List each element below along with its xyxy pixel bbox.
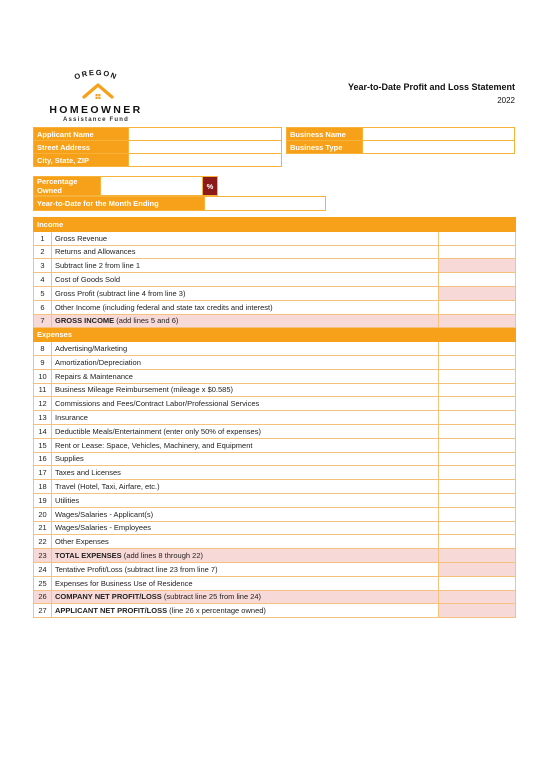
logo-subtitle: Assistance Fund: [62, 117, 129, 123]
line-amount-field[interactable]: [439, 438, 516, 452]
line-number: 23: [34, 549, 52, 563]
line-description: [52, 355, 439, 369]
table-row: [34, 411, 516, 425]
line-amount-field[interactable]: [439, 466, 516, 480]
line-amount-field[interactable]: [439, 576, 516, 590]
line-amount-field[interactable]: [439, 383, 516, 397]
line-description-text: Gross Revenue: [55, 233, 108, 243]
line-amount-field[interactable]: [439, 286, 516, 300]
line-description-text: Wages/Salaries - Applicant(s): [55, 509, 154, 519]
applicant-name-label: Applicant Name: [34, 128, 129, 141]
logo: [36, 66, 156, 128]
line-description-text: (line 26 x percentage owned): [167, 606, 266, 616]
line-description-text: Travel (Hotel, Taxi, Airfare, etc.): [55, 482, 160, 492]
profit-loss-table: [33, 217, 516, 618]
line-description-text: Taxes and Licenses: [55, 468, 121, 478]
line-description: [52, 314, 439, 328]
table-row: [34, 466, 516, 480]
line-description-text: Insurance: [55, 413, 88, 423]
line-description-text: Supplies: [55, 454, 84, 464]
section-income: Income: [34, 218, 516, 232]
table-row: [34, 493, 516, 507]
line-number: 4: [34, 273, 52, 287]
line-number: 2: [34, 245, 52, 259]
table-row: [34, 273, 516, 287]
line-description-text: Utilities: [55, 495, 80, 505]
line-amount-field[interactable]: [439, 535, 516, 549]
table-row: [34, 590, 516, 604]
line-description-text: Advertising/Marketing: [55, 344, 128, 354]
business-info-table: [286, 127, 515, 154]
table-row: [34, 286, 516, 300]
line-amount-field[interactable]: [439, 424, 516, 438]
business-name-field[interactable]: [363, 128, 515, 141]
line-description: [52, 576, 439, 590]
percentage-owned-label: Percentage Owned: [34, 177, 101, 196]
line-description: [52, 507, 439, 521]
line-number: 19: [34, 493, 52, 507]
line-description-text: Other Income (including federal and state tax credits and interest): [55, 302, 273, 312]
table-row: [34, 355, 516, 369]
line-description: [52, 259, 439, 273]
line-description-text: Rent or Lease: Space, Vehicles, Machinery, and Equipment: [55, 440, 253, 450]
line-description-text: Amortization/Depreciation: [55, 357, 141, 367]
table-row: [34, 480, 516, 494]
line-description-bold: GROSS INCOME: [55, 316, 115, 326]
line-description: [52, 493, 439, 507]
table-row: [34, 424, 516, 438]
line-description: [52, 438, 439, 452]
line-number: 26: [34, 590, 52, 604]
table-row: [34, 397, 516, 411]
line-description: [52, 342, 439, 356]
line-number: 18: [34, 480, 52, 494]
line-description-text: Returns and Allowances: [55, 247, 136, 257]
line-description-bold: APPLICANT NET PROFIT/LOSS: [55, 606, 168, 616]
table-row: [34, 549, 516, 563]
line-amount-field[interactable]: [439, 562, 516, 576]
street-address-label: Street Address: [34, 141, 129, 154]
line-amount-field[interactable]: [439, 245, 516, 259]
table-row: [34, 314, 516, 328]
applicant-info-table: [33, 127, 282, 167]
table-row: [34, 507, 516, 521]
line-description-text: Tentative Profit/Loss (subtract line 23 from line 7): [55, 564, 218, 574]
line-amount-field[interactable]: [439, 521, 516, 535]
percent-sign: %: [203, 177, 218, 196]
logo-title: HOMEOWNER: [49, 104, 143, 116]
line-description: [52, 424, 439, 438]
line-description-text: Subtract line 2 from line 1: [55, 261, 141, 271]
table-row: [34, 231, 516, 245]
line-number: 7: [34, 314, 52, 328]
business-name-label: Business Name: [287, 128, 363, 141]
line-description-text: Other Expenses: [55, 537, 109, 547]
table-row: [34, 521, 516, 535]
line-amount-field[interactable]: [439, 314, 516, 328]
line-description: [52, 590, 439, 604]
line-description-text: Expenses for Business Use of Residence: [55, 578, 193, 588]
line-number: 20: [34, 507, 52, 521]
line-description-text: (add lines 8 through 22): [121, 551, 203, 561]
table-row: [34, 245, 516, 259]
line-number: 12: [34, 397, 52, 411]
line-description: [52, 562, 439, 576]
line-amount-field[interactable]: [439, 369, 516, 383]
table-row: [34, 383, 516, 397]
line-amount-field[interactable]: [439, 231, 516, 245]
line-number: 15: [34, 438, 52, 452]
line-description: [52, 411, 439, 425]
line-number: 24: [34, 562, 52, 576]
line-number: 6: [34, 300, 52, 314]
ytd-month-label: Year-to-Date for the Month Ending: [34, 197, 205, 211]
line-amount-field[interactable]: [439, 300, 516, 314]
line-amount-field[interactable]: [439, 493, 516, 507]
line-description: [52, 300, 439, 314]
line-amount-field[interactable]: [439, 604, 516, 618]
line-description: [52, 452, 439, 466]
line-description: [52, 466, 439, 480]
document-title: Year-to-Date Profit and Loss Statement: [347, 82, 515, 92]
table-row: [34, 604, 516, 618]
line-number: 16: [34, 452, 52, 466]
table-row: [34, 438, 516, 452]
line-description-text: Repairs & Maintenance: [55, 371, 133, 381]
line-number: 11: [34, 383, 52, 397]
line-description-bold: TOTAL EXPENSES: [55, 551, 122, 561]
line-number: 13: [34, 411, 52, 425]
city-state-zip-field[interactable]: [129, 154, 282, 167]
line-amount-field[interactable]: [439, 507, 516, 521]
ytd-month-table: [33, 196, 326, 211]
line-amount-field[interactable]: [439, 480, 516, 494]
svg-text:OREGON: [73, 68, 119, 82]
percentage-owned-field[interactable]: [101, 177, 203, 196]
line-description: [52, 369, 439, 383]
line-description-text: Cost of Goods Sold: [55, 275, 121, 285]
line-description-text: Gross Profit (subtract line 4 from line 3): [55, 288, 186, 298]
line-number: 22: [34, 535, 52, 549]
table-row: [34, 576, 516, 590]
applicant-name-field[interactable]: [129, 128, 282, 141]
line-description: [52, 521, 439, 535]
table-row: [34, 342, 516, 356]
line-number: 1: [34, 231, 52, 245]
logo-top-text: OREGON: [72, 67, 120, 82]
line-amount-field[interactable]: [439, 273, 516, 287]
line-description: [52, 273, 439, 287]
line-amount-field[interactable]: [439, 355, 516, 369]
line-description: [52, 383, 439, 397]
line-number: 8: [34, 342, 52, 356]
line-amount-field[interactable]: [439, 590, 516, 604]
table-row: [34, 535, 516, 549]
section-expenses: Expenses: [34, 328, 516, 342]
line-number: 21: [34, 521, 52, 535]
line-description-text: Deductible Meals/Entertainment (enter only 50% of expenses): [55, 426, 261, 436]
business-type-label: Business Type: [287, 141, 363, 154]
line-description: [52, 535, 439, 549]
table-row: [34, 562, 516, 576]
line-amount-field[interactable]: [439, 259, 516, 273]
line-description-text: Wages/Salaries - Employees: [55, 523, 152, 533]
line-amount-field[interactable]: [439, 452, 516, 466]
line-amount-field[interactable]: [439, 397, 516, 411]
line-number: 10: [34, 369, 52, 383]
line-description-text: Commissions and Fees/Contract Labor/Professional Services: [55, 399, 260, 409]
line-number: 9: [34, 355, 52, 369]
line-description-text: Business Mileage Reimbursement (mileage x $0.585): [55, 385, 234, 395]
line-description: [52, 286, 439, 300]
percentage-owned-table: [33, 176, 218, 196]
line-amount-field[interactable]: [439, 342, 516, 356]
table-row: [34, 300, 516, 314]
ytd-month-field[interactable]: [205, 197, 326, 211]
line-number: 5: [34, 286, 52, 300]
line-amount-field[interactable]: [439, 549, 516, 563]
line-description: [52, 480, 439, 494]
line-number: 27: [34, 604, 52, 618]
table-row: [34, 369, 516, 383]
line-number: 25: [34, 576, 52, 590]
line-number: 17: [34, 466, 52, 480]
line-description: [52, 397, 439, 411]
line-description: [52, 549, 439, 563]
street-address-field[interactable]: [129, 141, 282, 154]
table-row: [34, 452, 516, 466]
line-amount-field[interactable]: [439, 411, 516, 425]
business-type-field[interactable]: [363, 141, 515, 154]
line-description-bold: COMPANY NET PROFIT/LOSS: [55, 592, 162, 602]
line-description-text: (add lines 5 and 6): [114, 316, 179, 326]
table-row: [34, 259, 516, 273]
line-description: [52, 604, 439, 618]
line-number: 3: [34, 259, 52, 273]
document-year: 2022: [497, 96, 515, 105]
line-number: 14: [34, 424, 52, 438]
city-state-zip-label: City, State, ZIP: [34, 154, 129, 167]
line-description: [52, 231, 439, 245]
line-description-text: (subtract line 25 from line 24): [161, 592, 262, 602]
line-description: [52, 245, 439, 259]
